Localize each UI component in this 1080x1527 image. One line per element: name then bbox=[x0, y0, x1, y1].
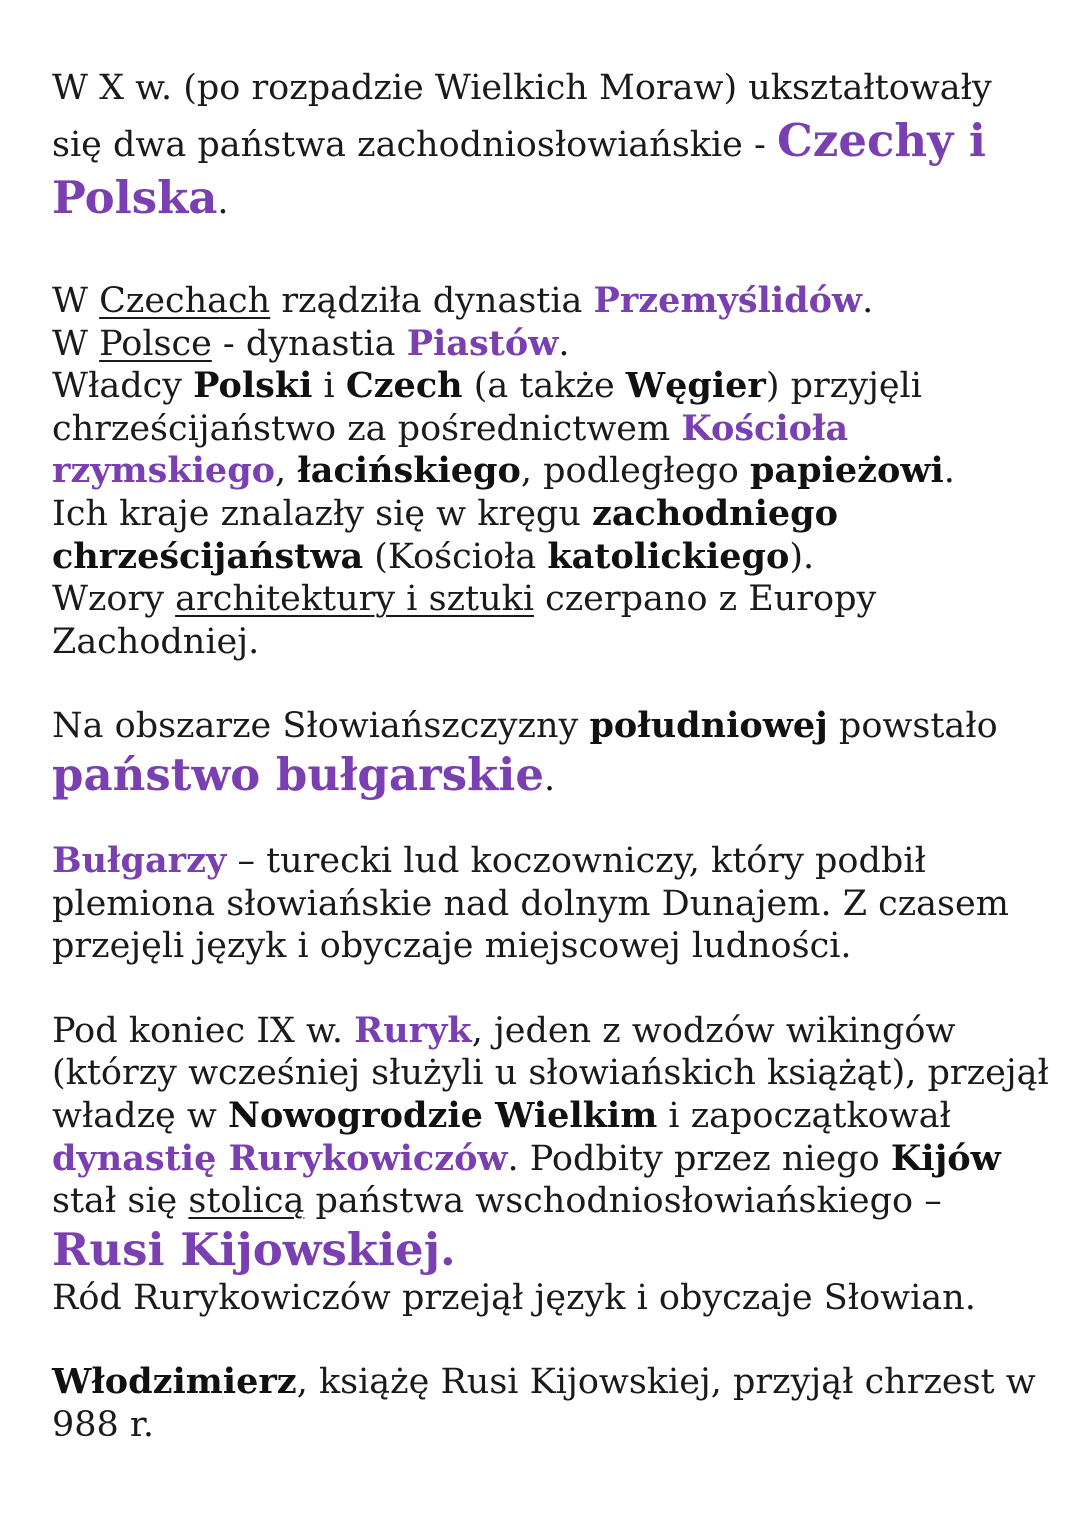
text: . bbox=[558, 323, 570, 364]
bold-papiezowi: papieżowi bbox=[749, 450, 944, 492]
text: Na obszarze Słowiańszczyzny bbox=[52, 706, 590, 747]
text: , książę Rusi Kijowskiej, przyjął chrzest w 988 r. bbox=[52, 1362, 1036, 1445]
text: . bbox=[862, 281, 874, 321]
highlight-dynastie-rurykowiczow: dynastię Rurykowiczów bbox=[52, 1137, 508, 1179]
text: – turecki lud koczowniczy, który podbił plemiona słowiańskie nad dolnym Dunajem. Z czasem przejęli język i obyczaje miejscowej ludności. bbox=[52, 840, 1009, 967]
bold-czech: Czech bbox=[345, 365, 463, 407]
highlight-piastow: Piastów bbox=[406, 322, 559, 364]
underlined-polsce: Polsce bbox=[99, 323, 212, 364]
bold-wegier: Węgier bbox=[625, 365, 766, 407]
bold-wlodzimierz: Włodzimierz bbox=[52, 1361, 297, 1403]
bold-kijow: Kijów bbox=[890, 1137, 1001, 1179]
highlight-panstwo-bulgarskie: państwo bułgarskie bbox=[52, 747, 544, 801]
highlight-ruryk: Ruryk bbox=[354, 1009, 472, 1051]
bold-poludniowej: południowej bbox=[589, 705, 828, 747]
text: rządziła dynastia bbox=[270, 281, 594, 321]
text: ). bbox=[789, 536, 815, 577]
bold-nowogrod-wielki: Nowogrodzie Wielkim bbox=[227, 1094, 658, 1136]
paragraph-ruryk bbox=[52, 1010, 1052, 1320]
text: Władcy bbox=[52, 366, 194, 407]
text: W bbox=[52, 323, 100, 364]
paragraph-wlodzimierz bbox=[52, 1361, 1052, 1446]
text: - dynastia bbox=[211, 323, 407, 364]
text: , bbox=[275, 451, 298, 492]
text: Wzory bbox=[52, 579, 176, 620]
text: (Kościoła bbox=[363, 536, 548, 577]
underlined-architektury: architektury i sztuki bbox=[175, 579, 535, 620]
text: , podległego bbox=[520, 451, 750, 492]
text: powstało bbox=[827, 706, 998, 747]
paragraph-bulgaria bbox=[52, 705, 1052, 802]
text: . Podbity przez niego bbox=[507, 1138, 891, 1179]
text: i zapoczątkował bbox=[657, 1095, 951, 1136]
text: W X w. (po rozpadzie Wielkich Moraw) ukształtowały się dwa państwa zachodniosłowiańskie - bbox=[52, 68, 992, 165]
underlined-czechach: Czechach bbox=[99, 281, 271, 321]
text: . bbox=[217, 182, 229, 222]
text: , jeden z wodzów wikingów (którzy wcześniej służyli u słowiańskich książąt), przejął władzę w bbox=[52, 1010, 1049, 1136]
text: Ich kraje znalazły się w kręgu bbox=[52, 493, 592, 534]
highlight-kosciola-rzymskiego: Kościoła rzymskiego bbox=[52, 407, 849, 492]
paragraph-bulgarzy bbox=[52, 840, 1052, 968]
text: czerpano z Europy Zachodniej. bbox=[52, 579, 877, 662]
bold-zachodniego-chrzescijanstwa: zachodniego chrześcijaństwa bbox=[52, 492, 838, 577]
document-body bbox=[52, 62, 1052, 1446]
highlight-czechy-polska: Czechy i Polska bbox=[52, 114, 986, 224]
text: ) przyjęli chrześcijaństwo za pośrednictwem bbox=[52, 366, 922, 449]
text: Ród Rurykowiczów przejął język i obyczaje Słowian. bbox=[52, 1277, 976, 1318]
text: i bbox=[312, 366, 346, 407]
highlight-rusi-kijowskiej: Rusi Kijowskiej. bbox=[52, 1222, 456, 1276]
text: W bbox=[52, 281, 100, 321]
bold-lacinskiego: łacińskiego bbox=[297, 450, 521, 492]
paragraph-moravia bbox=[52, 62, 1052, 228]
text: stał się bbox=[52, 1181, 189, 1222]
text: państwa wschodniosłowiańskiego – bbox=[304, 1181, 942, 1222]
text: Pod koniec IX w. bbox=[52, 1010, 355, 1051]
bold-polski: Polski bbox=[193, 365, 313, 407]
bold-katolickiego: katolickiego bbox=[547, 535, 790, 577]
highlight-przemyslidow: Przemyślidów bbox=[593, 280, 863, 321]
highlight-bulgarzy: Bułgarzy bbox=[52, 839, 227, 881]
text: (a także bbox=[462, 366, 626, 407]
underlined-stolica: stolicą bbox=[188, 1181, 305, 1222]
text: . bbox=[943, 451, 955, 492]
paragraph-dynasties bbox=[52, 280, 1052, 663]
text: . bbox=[543, 758, 556, 799]
